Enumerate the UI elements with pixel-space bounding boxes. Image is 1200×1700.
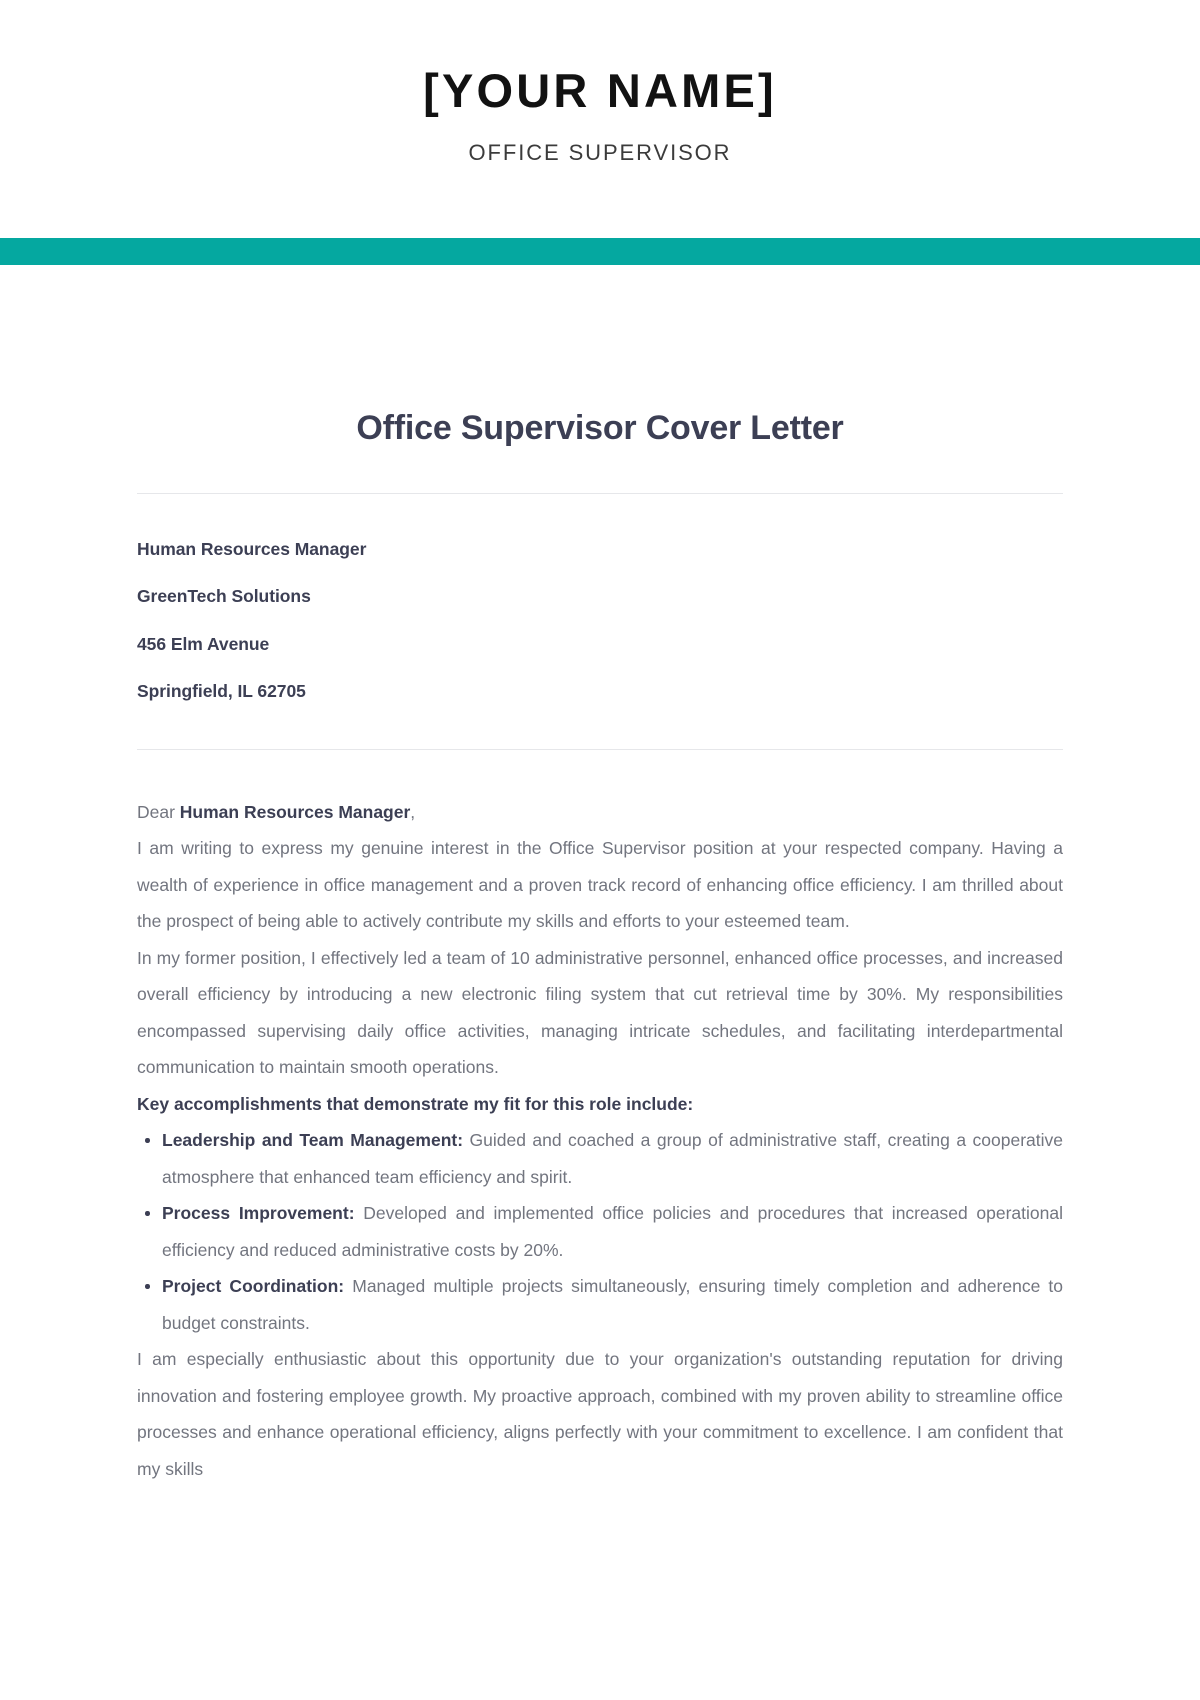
letter-paragraph-2: In my former position, I effectively led a team of 10 administrative personnel, enhanced office processes, and increased overall efficiency by introducing a new electronic filing system that cut retrieval time by 30%. My responsibilities encompassed supervising daily office activities, managing intricate schedules, and facilitating interdepartmental communication to maintain smooth operations.: [137, 947, 1063, 1078]
recipient-address-block: [137, 538, 1063, 702]
salutation-recipient: Human Resources Manager: [179, 801, 411, 822]
recipient-line: GreenTech Solutions: [137, 586, 311, 607]
applicant-name: [YOUR NAME]: [423, 64, 777, 117]
divider-bottom: [137, 749, 1063, 750]
accent-band: [0, 238, 1200, 265]
applicant-role: OFFICE SUPERVISOR: [468, 140, 732, 166]
content-column: [137, 408, 1063, 1487]
salutation: [137, 794, 1063, 831]
list-item-label: Leadership and Team Management:: [162, 1130, 464, 1151]
list-item: [137, 1268, 1063, 1341]
page-title: Office Supervisor Cover Letter: [356, 409, 844, 447]
list-item: [137, 1195, 1063, 1268]
letter-paragraph-1: I am writing to express my genuine interest in the Office Supervisor position at your respected company. Having a wealth of experience in office management and a proven track record of enhancing office efficiency. I am thrilled about the prospect of being able to actively contribute my skills and efforts to your esteemed team.: [137, 838, 1063, 932]
recipient-line: Springfield, IL 62705: [137, 681, 306, 702]
divider-top: [137, 493, 1063, 494]
letterhead: [0, 0, 1200, 166]
list-item: [137, 1122, 1063, 1195]
accomplishments-list: [137, 1122, 1063, 1341]
salutation-prefix: Dear: [137, 801, 180, 822]
recipient-line: Human Resources Manager: [137, 538, 367, 559]
document-sheet: [0, 290, 1200, 1487]
list-item-text: Developed and implemented office policies and procedures that increased operational efficiency and reduced administrative costs by 20%.: [162, 1203, 1063, 1260]
list-item-label: Process Improvement:: [162, 1203, 355, 1224]
accomplishments-heading: Key accomplishments that demonstrate my fit for this role include:: [137, 1093, 694, 1114]
letter-body: [137, 794, 1063, 1488]
letter-paragraph-3: I am especially enthusiastic about this opportunity due to your organization's outstanding reputation for driving innovation and fostering employee growth. My proactive approach, combined with my proven ability to streamline office processes and enhance operational efficiency, aligns perfectly with your commitment to excellence. I am confident that my skills: [137, 1349, 1063, 1479]
list-item-text: Managed multiple projects simultaneously, ensuring timely completion and adherence to budget constraints.: [162, 1276, 1063, 1333]
salutation-suffix: ,: [410, 801, 416, 822]
list-item-label: Project Coordination:: [162, 1276, 345, 1297]
recipient-line: 456 Elm Avenue: [137, 633, 270, 654]
list-item-text: Guided and coached a group of administrative staff, creating a cooperative atmosphere that enhanced team efficiency and spirit.: [162, 1130, 1063, 1187]
